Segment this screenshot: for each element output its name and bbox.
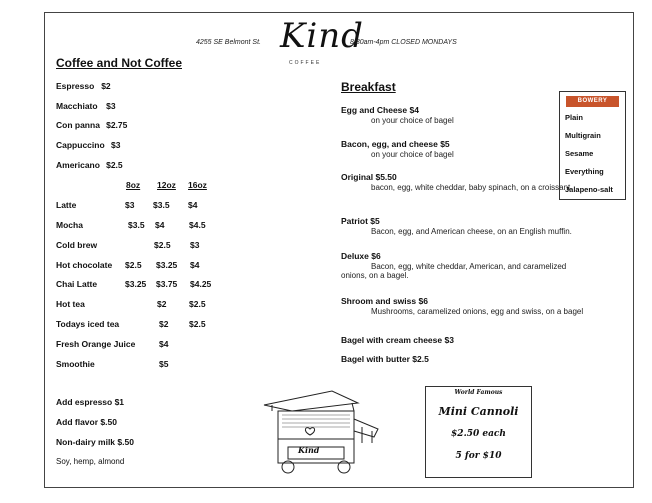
- menu-item-price: $2.5: [189, 299, 206, 309]
- addon-item: Add flavor $.50: [56, 417, 117, 427]
- menu-item-price: $3: [125, 200, 135, 210]
- breakfast-item-desc: Bacon, egg, and American cheese, on an English muffin.: [371, 227, 572, 236]
- breakfast-item-title: Original $5.50: [341, 172, 397, 182]
- bowery-logo: BOWERY: [566, 96, 619, 107]
- breakfast-extra: Bagel with cream cheese $3: [341, 335, 454, 345]
- breakfast-item-desc: Bacon, egg, white cheddar, American, and caramelized onions, on a bagel.: [341, 262, 567, 280]
- cart-sign: Kind: [298, 445, 320, 455]
- menu-item-name: Con panna: [56, 120, 100, 130]
- breakfast-item-desc: on your choice of bagel: [371, 150, 454, 159]
- menu-item-name: Hot chocolate: [56, 260, 113, 270]
- menu-item-price: $4: [188, 200, 198, 210]
- menu-item-price: $3.75: [156, 279, 178, 289]
- bagel-flavor: Everything: [565, 167, 604, 176]
- menu-item-price: $4: [190, 260, 200, 270]
- bagel-flavor: Jalapeno-salt: [565, 185, 613, 194]
- menu-item-price: $2.75: [106, 120, 128, 130]
- milk-note: Soy, hemp, almond: [56, 457, 125, 466]
- menu-item-name: Hot tea: [56, 299, 85, 309]
- cannoli-box: [425, 386, 532, 478]
- menu-item-price: $5: [159, 359, 169, 369]
- menu-item-price: $2: [159, 319, 169, 329]
- menu-item-price: $2.5: [189, 319, 206, 329]
- addon-item: Add espresso $1: [56, 397, 125, 407]
- bagel-flavor: Sesame: [565, 149, 594, 158]
- menu-item-price: $4: [159, 339, 169, 349]
- menu-item-name: Fresh Orange Juice: [56, 339, 136, 349]
- breakfast-title: Breakfast: [341, 80, 396, 94]
- menu-item-name: Americano: [56, 160, 100, 170]
- breakfast-item-desc: Mushrooms, caramelized onions, egg and swiss, on a bagel: [371, 307, 584, 316]
- menu-item-price: $3.5: [153, 200, 170, 210]
- menu-item-price: $3: [106, 101, 116, 111]
- cannoli-name: Mini Cannoli: [438, 405, 519, 418]
- bagel-flavors-box: [559, 91, 626, 200]
- menu-item-price: $2.5: [106, 160, 123, 170]
- logo: Kind: [280, 16, 364, 56]
- menu-item-price: $3: [190, 240, 200, 250]
- bagel-flavor: Multigrain: [565, 131, 601, 140]
- menu-item-name: Macchiato: [56, 101, 98, 111]
- menu-item-price: $4: [155, 220, 165, 230]
- menu-item-name: Todays iced tea: [56, 319, 120, 329]
- menu-item-price: $3.25: [156, 260, 178, 270]
- logo-sub: COFFEE: [289, 60, 322, 66]
- menu-item-name: Latte: [56, 200, 77, 210]
- menu-item-price: $4.5: [189, 220, 206, 230]
- bagel-flavor: Plain: [565, 113, 583, 122]
- menu-item-name: Espresso: [56, 81, 95, 91]
- size-label: 16oz: [188, 180, 207, 190]
- menu-item-price: $2.5: [154, 240, 171, 250]
- menu-item-price: $2: [101, 81, 111, 91]
- breakfast-item-title: Patriot $5: [341, 216, 380, 226]
- coffee-cart-illustration: [262, 383, 382, 475]
- breakfast-item-desc: on your choice of bagel: [371, 116, 454, 125]
- addon-item: Non-dairy milk $.50: [56, 437, 134, 447]
- size-label: 8oz: [126, 180, 141, 190]
- menu-item-name: Cold brew: [56, 240, 98, 250]
- cannoli-price-bundle: 5 for $10: [455, 451, 502, 461]
- breakfast-item-title: Deluxe $6: [341, 251, 381, 261]
- breakfast-item-title: Shroom and swiss $6: [341, 296, 428, 306]
- menu-item-price: $4.25: [190, 279, 212, 289]
- menu-item-name: Smoothie: [56, 359, 95, 369]
- menu-item-price: $2: [157, 299, 167, 309]
- menu-item-price: $3.5: [128, 220, 145, 230]
- menu-item-price: $3: [111, 140, 121, 150]
- hours: 8:30am-4pm CLOSED MONDAYS: [350, 39, 457, 46]
- coffee-title: Coffee and Not Coffee: [56, 56, 182, 70]
- menu-item-price: $2.5: [125, 260, 142, 270]
- menu-item-name: Chai Latte: [56, 279, 98, 289]
- size-label: 12oz: [157, 180, 176, 190]
- address: 4255 SE Belmont St.: [196, 39, 261, 46]
- cannoli-tag: World Famous: [454, 389, 503, 396]
- breakfast-item-desc: bacon, egg, white cheddar, baby spinach, on a croissant: [371, 183, 571, 192]
- cannoli-price-each: $2.50 each: [451, 429, 506, 439]
- breakfast-extra: Bagel with butter $2.5: [341, 354, 429, 364]
- breakfast-item-title: Bacon, egg, and cheese $5: [341, 139, 450, 149]
- menu-item-price: $3.25: [125, 279, 147, 289]
- menu-item-name: Cappuccino: [56, 140, 105, 150]
- menu-item-name: Mocha: [56, 220, 83, 230]
- breakfast-item-title: Egg and Cheese $4: [341, 105, 419, 115]
